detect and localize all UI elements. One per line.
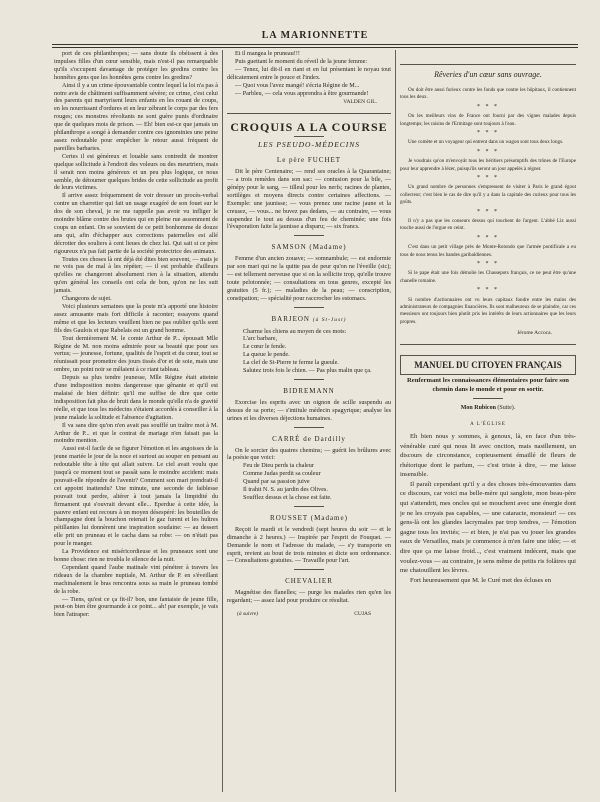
- left-paragraph: Changeons de sujet.: [62, 295, 112, 303]
- dialogue-line: — Parbleu, — cela vous apprendra à être gourmande!: [235, 89, 369, 97]
- rubicon-note: (Suite).: [497, 405, 516, 412]
- masthead-rule-2: [52, 47, 578, 48]
- manuel-box: [400, 355, 576, 375]
- verse-line: Charme les chiens au moyen de ces mots:: [243, 327, 347, 335]
- entry-text: Exorcise les esprits avec un oignon de scille suspendu au dessus de sa porte; — s'intitule médecin spagyrique; analyse les urines et les diverses déjections humaines.: [227, 398, 391, 422]
- left-paragraph: Depuis sa plus tendre jeunesse, Mlle Régine était atteinte d'une indisposition moins dangereuse que gênante et qu'il est malaisé de bien définir: qu'il me suffise de dire que cette indisposition fait plus de bruit dans le monde qu'elle n'a de gravité réelle, et que tous les médecins s'étaient accordés à conseiller à la jeune malade la solitude et l'absence d'agitation.: [54, 374, 218, 421]
- star-separator: * * *: [477, 208, 499, 215]
- left-paragraph: Toutes ces choses là ont déjà été dites bien souvent, — mais je ne vois pas de mal à les répéter; — il est probable d'ailleurs qu'elles ne changeront absolument rien à la situation, attendu qu'en général les conseils ont cela de bon, qu'on ne les suit jamais.: [54, 255, 218, 295]
- dialogue-line: — Quoi vous l'avez mangé! s'écria Régine de M...: [235, 81, 360, 89]
- reverie-item: Je voudrais qu'on m'envoyât tous les héritiers présomptifs des trônes de l'Europe pour leur apprendre à lézer, puisqu'ils seront un jour appelés à régner.: [400, 158, 576, 172]
- star-separator: * * *: [477, 261, 499, 268]
- reveries-signature: Jérome Accoca.: [517, 330, 552, 337]
- entry-name: BARJEON: [271, 314, 310, 323]
- rubicon-text: [400, 432, 576, 586]
- verse-line: Comme Judas perdit sa couleur: [243, 470, 321, 478]
- verse-line: L'arc barbare,: [243, 335, 278, 343]
- reverie-item: On les meilleurs vins de France ont fourni par des vignes malades depuis longtemps; les raisins de l'Ermitage sont toujours à l'eau.: [400, 113, 576, 127]
- entry-name: ROUSSET (Madame): [270, 513, 348, 522]
- left-paragraph: Ainsi il y a un crime épouvantable contre lequel la loi n'a pas à notre avis de châtiment suffisamment sévère; ce crime, c'est celui des parents qui martyrisent leurs enfants en les rouant de coups, en les nourrissant d'ordures et en leur zébrant le corps par des fers rouges; ces monstres révoltants ne sont guère punis d'ordinaire que de quelques mois de prison. — Eh! bien est-ce que jamais un philanthrope a songé à demander contre ces ignominies une peine assez redoutable pour empêcher le retour aussi fréquent de pareilles barbaries.: [54, 81, 218, 152]
- left-paragraph: — Tiens, qu'est ce ça fit-il? bon, une fantaisie de jeune fille, peut-on bien être gourmande à ce point... ah! par exemple, je vais bien l'attraper:: [54, 595, 218, 619]
- left-paragraph: Tout dernièrement M. le comte Arthur de P... épousait Mlle Régine de M. non moins admirée pour sa beauté que pour ses vertus; — jeunesse, fortune, qualités de l'esprit et du cœur, tout se réunissait pour promettre des jours tissés d'or et de soie, mais une ombre, un point noir se mêlaient à ce riant tableau.: [54, 334, 218, 374]
- verse-line: Quand par sa passion juive: [243, 478, 310, 486]
- left-paragraph: Cependant quand l'aube matinale vint pénétrer à travers les rideaux de la chambre nuptiale, M. Arthur de P. en s'éveillant machinalement le bras rencontra sous sa main le pruneau tombé de la robe.: [54, 563, 218, 595]
- entry-text: Dit le père Centenaire; — rend ses oracles à la Quarantaine; — a trois remèdes dans son sac: — contusion pour la bile, — génépy pour le sang, — tilleul pour les nerfs; racines de plantes, sortilèges et moyens directs contre certaines affections. — Exemple: une jaunisse; — vous prenez une racine jaune et la creusez, — vous... ne buvez pas dedans, — au contraire, — vous suspendez le tout au dessus d'un feu de cheminée; une fois l'évaporation faite la jaunisse a disparu; — six francs.: [227, 168, 391, 231]
- entry-text: Reçoit le mardi et le vendredi (sept heures du soir — et le dimanche à 2 heures.) — Inspirée par l'esprit de Fouquet. — Demande le nom et l'adresse du malade, — s'y transporte en esprit, revient au bout de trois minutes et dicte son ordonnance. — Consultations gratuites. — Travaille pour l'art.: [227, 525, 391, 565]
- rubicon-heading: [400, 405, 576, 413]
- entry-heading: [227, 388, 391, 396]
- entry-heading: [227, 578, 391, 586]
- star-separator: * * *: [477, 174, 499, 181]
- divider-short: [294, 307, 324, 308]
- left-paragraph: Il va sans dire qu'on n'en avait pas soufflé un traître mot à M. Arthur de P... et que le contrat de mariage n'en faisait pas la moindre mention.: [54, 421, 218, 445]
- entry-text: On le sorcier des quatres chemins; — guérit les brûlures avec la poésie que voici:: [227, 446, 391, 462]
- rubicon-paragraph: Il paraît cependant qu'il y a des choses très-émouvantes dans ce discours, car voici ma belle-mère qui sanglote, mon beau-père qui s'attendrit, mes oncles qui se mouchent avec une énergie dont je ne les croyais pas capables, — une cataracte, monsieur! — ces gens-là ont les glandes lacrymales par trop tendres, — l'émotion gagne tous les invités; — et bien, je n'ai pas vu jouer les grandes eaux de Versailles, mais je commence à m'en faire une idée; — et dire que ça me laisse froid..., c'est vraiment indécent, mais que voulez-vous — au contraire, je sens même de petits ris folâtres qui me chatouillent les lèvres.: [400, 480, 576, 575]
- reverie-item: Si nombre d'actionnaires ont vu leurs capitaux fondre entre les mains des administrateurs de compagnies financières. Ils sont malheureux de se plaindre, car ces messieurs ont toujours bien plutôt pris les intérêts de leurs actionnaires que les leurs propres.: [400, 296, 576, 325]
- reverie-item: Il n'y a pas que les conseurs dessus qui touchent de l'argent. L'abbé Liz aussi touche aussi de l'orgue en ceint.: [400, 218, 576, 232]
- middle-column: [227, 50, 391, 792]
- divider-short: [294, 569, 324, 570]
- divider-short: [294, 506, 324, 507]
- reverie-item: Si le pape était une fois démolie les Chassepots français, ce ne peut être qu'une chanelle romaine.: [400, 270, 576, 284]
- left-paragraph: port de ces philanthropes; — sans doute ils obéissent à des impulses filles d'un cœur sensible, mais n'est-il pas remarquable qu'ils s'occupent davantage de protéger les gredins contre les honnêtes gens que les honnêtes gens contre les gredins?: [54, 50, 218, 81]
- reverie-item: C'est dans un petit village près de Monte-Rotondo que l'armée pontificale a eu tous de nous tenus les bandes garibaldiennes.: [400, 244, 576, 258]
- end-signature: CUJAS: [354, 611, 371, 618]
- reveries-items: [400, 87, 576, 326]
- right-column: [400, 50, 576, 792]
- dialogue-line: Et il mangea le pruneau!!!: [235, 50, 300, 57]
- dialogue-line: Puis guettant le moment du réveil de la jeune femme:: [235, 57, 368, 65]
- entry-name: Le père FUCHET: [276, 156, 342, 165]
- left-paragraph: Voici plusieurs semaines que la poste m'a apporté une histoire assez amusante mais fort difficile à raconter; essayons quand même et que les lecteurs veuillent bien ne pas oublier qu'ils sont fils des Gaulois et que Rabelais est un grand homme.: [54, 303, 218, 334]
- verse-line: Feu de Dieu perds ta chaleur: [243, 462, 314, 470]
- entry-name: BIDREMANN: [283, 387, 335, 395]
- entry-note: (à St-Just): [312, 316, 347, 323]
- verse-line: Soufflez dessus et la chose est faite.: [243, 493, 332, 501]
- entry-heading: [227, 157, 391, 165]
- reverie-item: Un grand nombre de personnes s'empressent de visiter à Paris le grand égout collecteur; c'est bien le cas de dire qu'il y a dans la capitale des curieux pour tous les goûts.: [400, 184, 576, 206]
- column-rule-left: [222, 50, 223, 792]
- left-column: [54, 50, 218, 792]
- reveries-title: Rêveries d'un cœur sans ouvrage.: [434, 70, 542, 79]
- star-separator: * * *: [477, 103, 499, 110]
- divider: [227, 113, 391, 114]
- divider-short: [294, 136, 324, 137]
- rubicon-title: Mon Rubicon: [460, 405, 496, 412]
- eglise-heading: A L'ÉGLISE: [470, 422, 506, 427]
- divider: [400, 64, 576, 65]
- top-signature: VALDEN GIL.: [343, 99, 377, 106]
- divider-short: [294, 427, 324, 428]
- masthead-rule: [52, 44, 578, 45]
- verse-line: Salutez trois fois le chien. — Pas plus malin que ça.: [243, 367, 372, 375]
- star-separator: * * *: [477, 287, 499, 294]
- entry-heading: [227, 244, 391, 252]
- column-rule-right: [395, 50, 396, 792]
- rubicon-paragraph: Fort heureusement que M. le Curé met des écluses en: [410, 576, 551, 584]
- star-separator: * * *: [477, 129, 499, 136]
- divider: [400, 344, 576, 345]
- rubicon-paragraph: Eh bien nous y sommes, à genoux, là, en face d'un très-vénérable curé qui nous lit avec onction, mais nasillement, un discours de circonstance, copieusement émaillé de fleurs de rhétorique dont le parfum, — c'est triste à dire, — me laisse insensible.: [400, 432, 576, 479]
- left-paragraph: Certes il est généreux et louable sans contredit de montrer quelque sollicitude à l'endroit des voleurs ou des meurtriers, mais il serait non moins généreux et un peu plus logique, ce nous semble, de détourner quelques brides de cette sollicitude au profit de leurs victimes.: [54, 152, 218, 192]
- entry-name: SAMSON (Madame): [271, 243, 347, 252]
- entry-name: CARRÉ de Dardilly: [272, 434, 346, 443]
- croquis-subtitle: LES PSEUDO-MÉDECINS: [257, 140, 361, 150]
- star-separator: * * *: [477, 234, 499, 241]
- verse-line: Le cœur le fende.: [243, 343, 287, 351]
- entry-heading: [227, 515, 391, 523]
- masthead-title: LA MARIONNETTE: [261, 30, 369, 41]
- verse-line: La queue le pende.: [243, 351, 290, 359]
- left-paragraph: Il arrive assez fréquemment de voir dresser un procès-verbal contre un charretier qui fait un usage exagéré de son fouet sur le dos de son cheval, je ne me rappelle pas avoir vu infliger le moindre blâme contre des brutes qui en pleine rue assomment de coups un enfant. On se souvient de ce petit bonhomme de douze ans qui, afin d'échapper aux corrections paternelles est allé décrotter des souliers à cent lieues de chez lui. Qui sait si ce père rigoureux n'a pas fait partie de la société protectrice des animaux.: [54, 192, 218, 255]
- manuel-subtitle: Renfermant les connaissances élémentaires pour faire son chemin dans le monde et pour en sortir.: [407, 377, 569, 393]
- croquis-entries: [227, 157, 391, 605]
- entry-verse: [227, 328, 391, 375]
- dialogue-line: — Tenez, lui dit-il en riant et en lui présentant le noyau tout délicatement entre le pouce et l'index.: [227, 65, 391, 81]
- continued-note: (à suivre): [237, 611, 259, 618]
- verse-line: Il trahit N. S. au jardin des Olives.: [243, 486, 328, 494]
- left-paragraph: La Providence est miséricordieuse et les pruneaux sont une bonne chose: rien ne troubla le silence de la nuit.: [54, 548, 218, 563]
- middle-top-lines: [227, 50, 391, 97]
- entry-verse: [227, 462, 391, 502]
- reverie-item: Une comète et un voyageur qui entrent dans un wagon sont tous deux longs.: [408, 139, 564, 146]
- verse-line: La clef de St-Pierre te ferme la gueule.: [243, 359, 339, 367]
- manuel-title: MANUEL DU CITOYEN FRANÇAIS: [414, 360, 562, 371]
- entry-heading: [227, 316, 391, 325]
- entry-heading: [227, 436, 391, 444]
- divider-short: [473, 398, 503, 399]
- croquis-title: CROQUIS A LA COURSE: [230, 120, 388, 135]
- star-separator: * * *: [477, 148, 499, 155]
- divider-short: [294, 379, 324, 380]
- entry-text: Femme d'un ancien zouave; — somnambule; — est endormie par son mari qui ne la quitte pas de peur qu'on ne l'éveille (sic); — est tellement nerveuse que si on la sollicite trop, qu'elle trouve toute pelotonnée; — consultations en tous genres, excepté les gratuites (5 fr.); — maladies de la peau; — conscription, constipation; — spécialité pour raccrocher les estomacs.: [227, 255, 391, 302]
- reverie-item: On doit être aussi furieux contre les fonds que contre les hôpitaux, il contiennent tous les deux.: [400, 86, 576, 101]
- entry-text: Magnétise des flanelles; — purge les malades rien qu'en les regardant; — assez laid pour produire ce résultat.: [227, 589, 391, 605]
- divider-short: [294, 235, 324, 236]
- entry-name: CHEVALIER: [285, 577, 333, 586]
- left-paragraph: Aussi est-il facile de se figurer l'émotion et les angoisses de la jeune mariée le jour de la noce et surtout au souper en pensant au redoutable tête à tête qui allait suivre. Le ciel avait voulu que jusqu'à ce moment tout se passât sans le moindre accident: mais pouvait-elle répondre de l'avenir? Comment son mari prendrait-il cet appoint inattendu? Une minute, une seconde de faiblesse pouvait tout perdre, altérer à tout jamais la limpidité du firmament qui s'ouvrait devant elle... Eperdue à cette idée, la pauvre enfant eut recours à un moyen désespéré: les bouteilles de champagne dont la bouchon retenait le gaz furent et les huîtres pétillantes lui donnèrent une inspiration soudaine: — au dessert elle prit un pruneau et le cacha dans sa robe: — on n'était pas pour le manger.: [54, 445, 218, 548]
